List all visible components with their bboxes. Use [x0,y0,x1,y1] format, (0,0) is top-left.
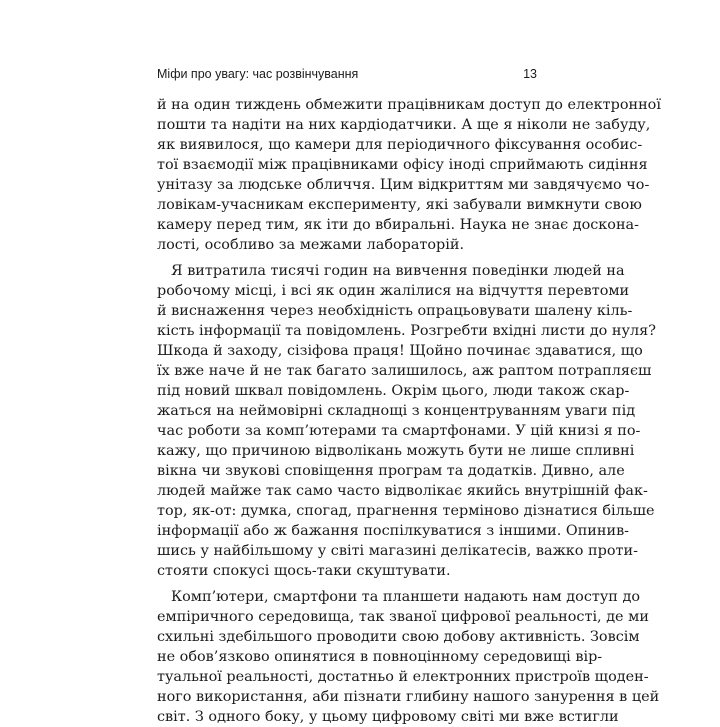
text-line: під новий шквал повідомлень. Окрім цього, люди також скар- [157,383,630,399]
running-header-title: Міфи про увагу: час розвінчування [157,67,359,81]
text-line: пошти та надіти на них кардіодатчики. А ще я ніколи не забуду, [157,117,651,133]
text-line: як виявилося, що камери для періодичного фіксування особис- [157,137,643,153]
text-line: унітазу за людське обличчя. Цим відкриттям ми завдячуємо чо- [157,177,650,193]
body-text [157,95,661,727]
text-line: схильні здебільшого проводити свою добову активність. Зовсім [157,629,640,645]
page-number: 13 [523,67,537,81]
text-line: кажу, що причиною відволікань можуть бути не лише спливні [157,443,635,459]
text-line: їх вже наче й не так багато залишилось, аж раптом потрапляєш [157,363,652,379]
text-line: ного використання, аби пізнати глибину нашого занурення в цей [157,689,660,705]
text-line: кість інформації та повідомлень. Розгребти вхідні листи до нуля? [157,323,656,339]
text-line: світ. З одного боку, у цьому цифровому світі ми вже встигли [157,709,619,725]
text-line: емпіричного середовища, так званої цифрової реальності, де ми [157,609,649,625]
paragraph [157,587,660,727]
text-line: стояти спокусі щось-таки скуштувати. [157,563,451,579]
text-line: інформації або ж бажання поспілкуватися з іншими. Опинив- [157,523,630,539]
paragraph [157,261,656,581]
text-line: й виснаження через необхідність опрацьовувати шалену кіль- [157,303,633,319]
text-line: лості, особливо за межами лабораторій. [157,237,465,253]
running-header [157,67,537,81]
text-line: Шкода й заходу, сізіфова праця! Щойно починає здаватися, що [157,343,643,359]
text-line: Я витратила тисячі годин на вивчення поведінки людей на [171,263,625,279]
text-line: камеру перед тим, як іти до вбиральні. Наука не знає доскона- [157,217,640,233]
text-line: шись у найбільшому у світі магазині делікатесів, важко проти- [157,543,638,559]
text-line: вікна чи звукові сповіщення програм та додатків. Дивно, але [157,463,625,479]
text-line: туальної реальності, достатньо й електронних пристроїв щоден- [157,669,649,685]
text-line: тої взаємодії між працівниками офісу іноді сприймають сидіння [157,157,648,173]
text-line: людей майже так само часто відволікає якийсь внутрішній фак- [157,483,648,499]
text-line: жаться на неймовірні складнощі з концентруванням уваги під [157,403,636,419]
text-line: робочому місці, і всі як один жалілися на відчуття перевтоми [157,283,630,299]
text-line: тор, як-от: думка, спогад, прагнення терміново дізнатися більше [157,503,655,519]
text-line: й на один тиждень обмежити працівникам доступ до електронної [157,97,661,113]
paragraph [157,95,661,255]
text-line: Комп’ютери, смартфони та планшети надають нам доступ до [171,589,641,605]
text-line: ловікам-учасникам експерименту, які забували вимкнути свою [157,197,642,213]
text-line: час роботи за комп’ютерами та смартфонами. У цій книзі я по- [157,423,641,439]
text-line: не обов’язково опинятися в повноцінному середовищі вір- [157,649,603,665]
